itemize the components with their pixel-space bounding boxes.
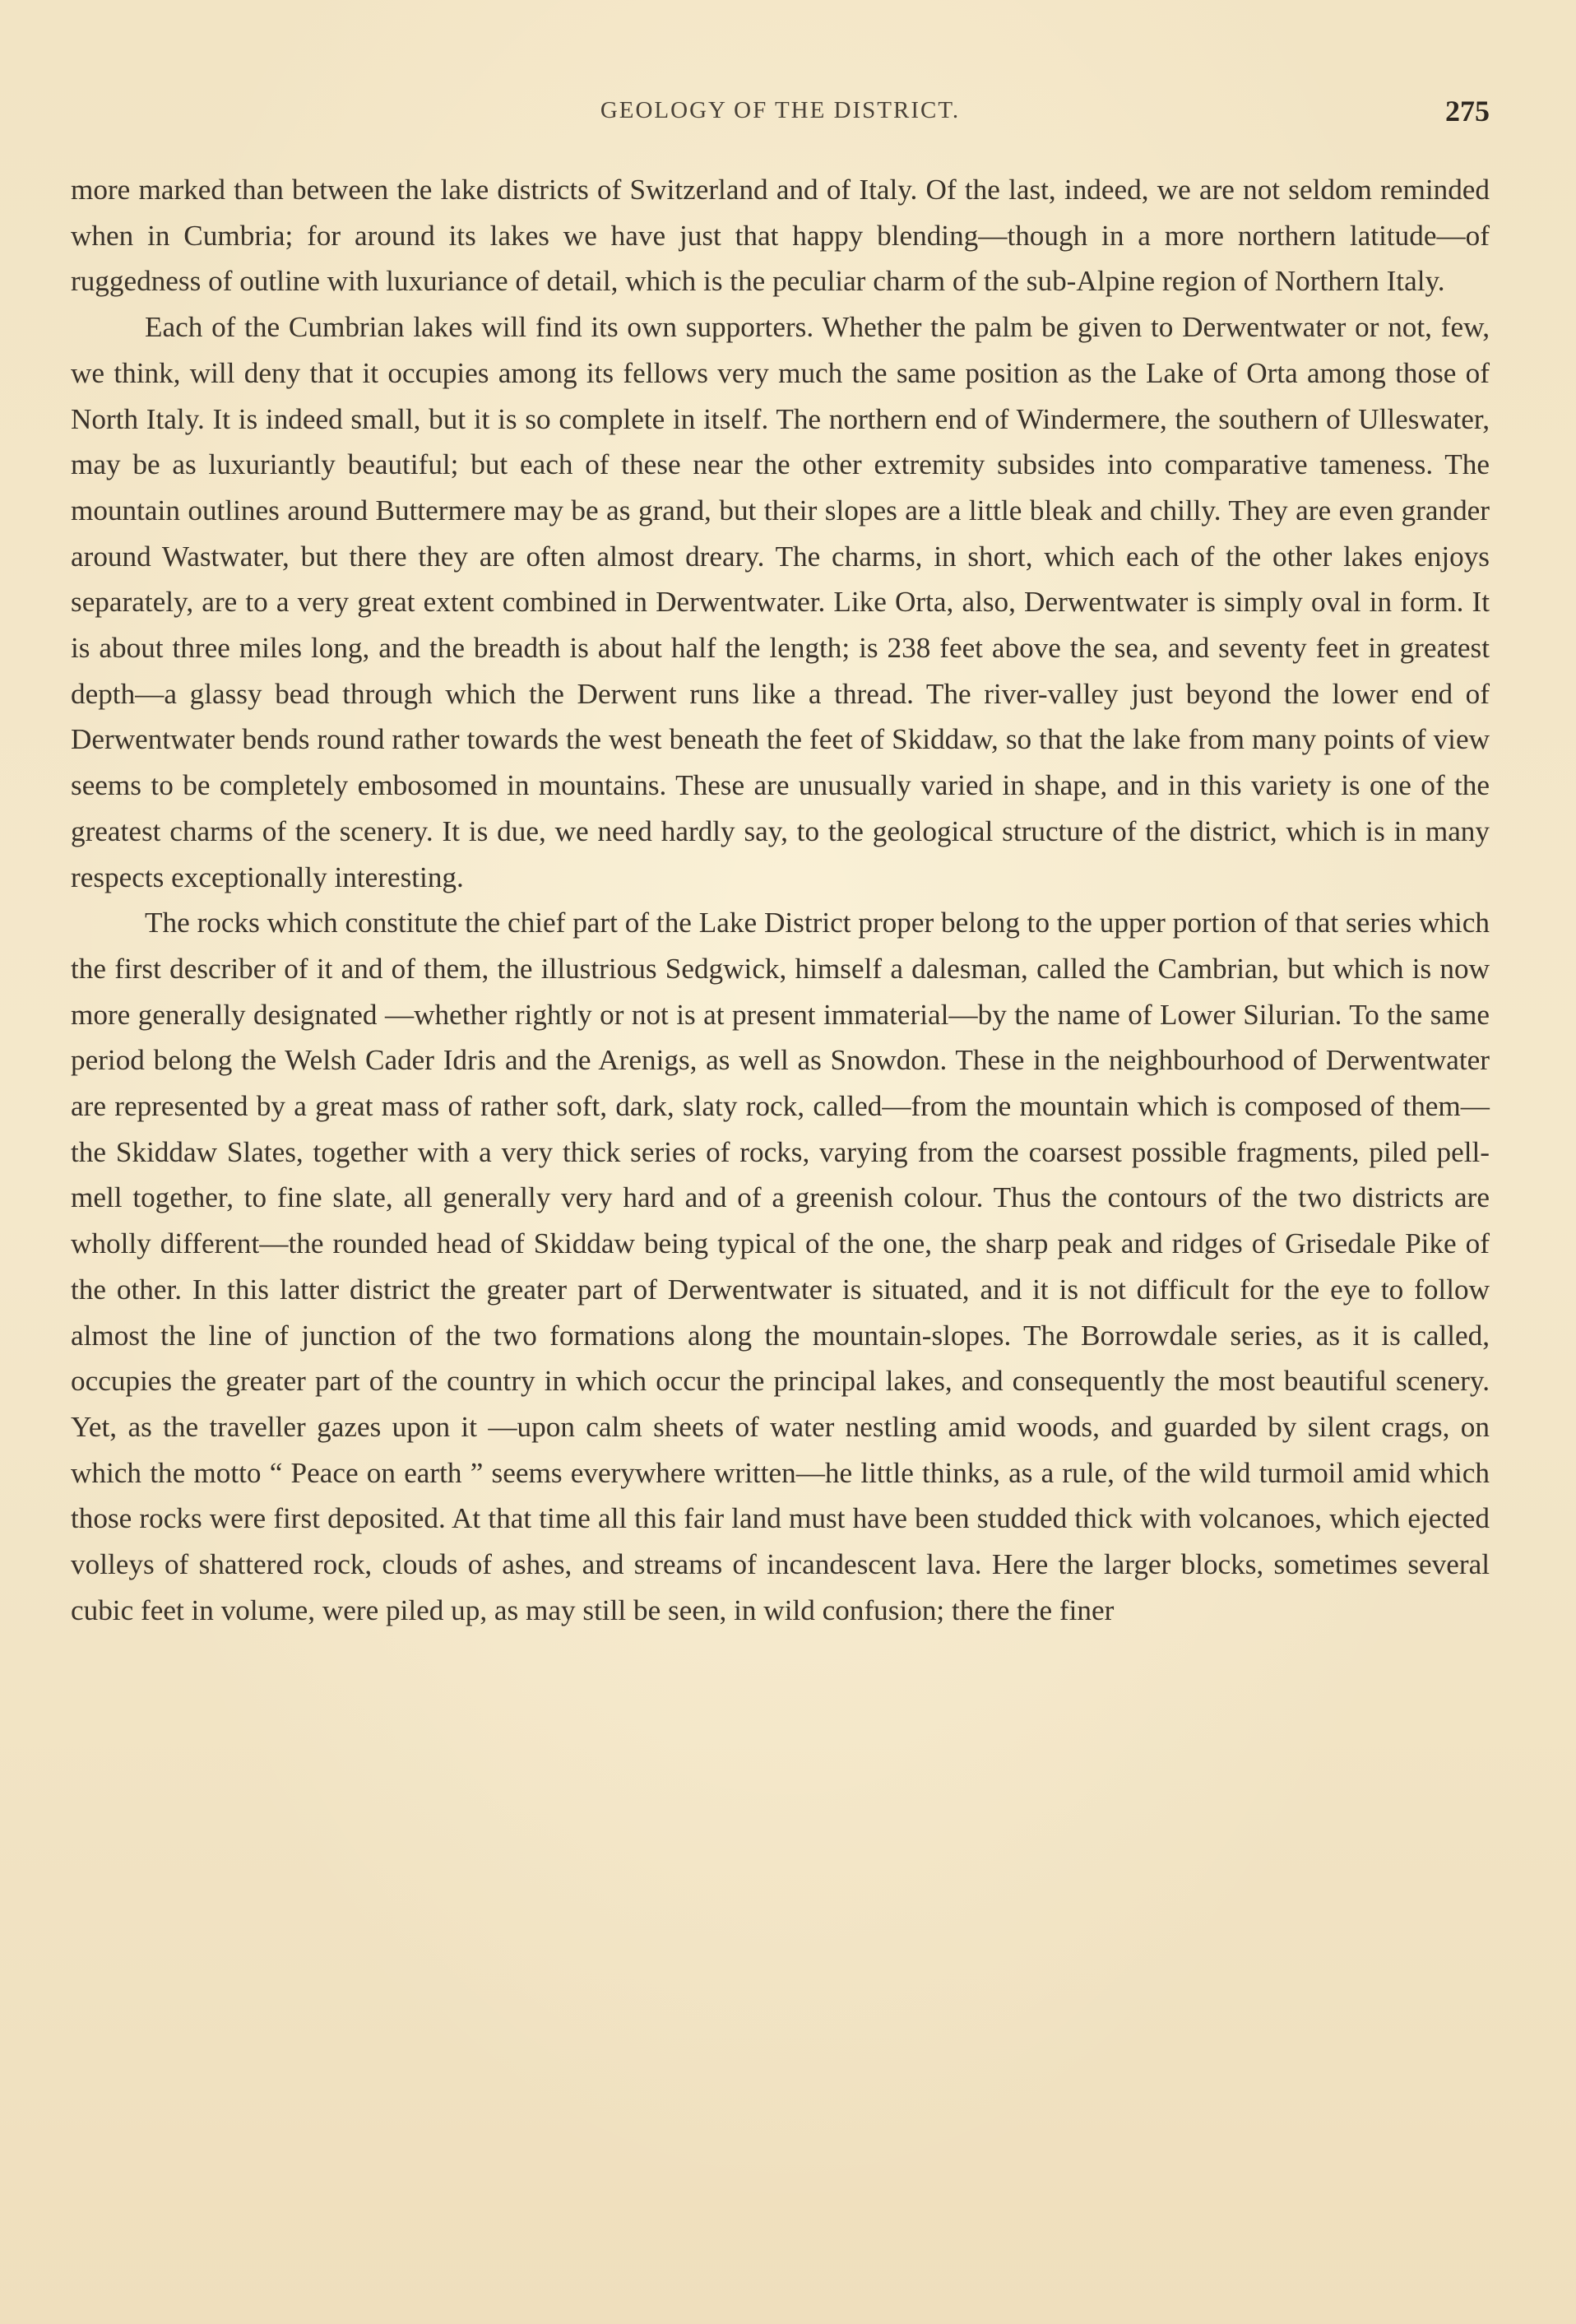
paragraph-rocks: The rocks which constitute the chief part of the Lake District proper belong to the upper portion of that series which the first describer of it and of them, the illustrious Sedgwick, himself a dalesman, called the Cambrian, but which is now more generally designated —whether rightly or not is at present immaterial—by the name of Lower Silurian. To the same period belong the Welsh Cader Idris and the Arenigs, as well as Snowdon. These in the neighbourhood of Derwentwater are represented by a great mass of rather soft, dark, slaty rock, called—from the mountain which is composed of them—the Skiddaw Slates, together with a very thick series of rocks, varying from the coarsest possible fragments, piled pell-mell together, to fine slate, all generally very hard and of a greenish colour. Thus the contours of the two districts are wholly different—the rounded head of Skiddaw being typical of the one, the sharp peak and ridges of Grisedale Pike of the other. In this latter district the greater part of Derwentwater is situated, and it is not difficult for the eye to follow almost the line of junction of the two formations along the mountain-slopes. The Borrowdale series, as it is called, occupies the greater part of the country in which occur the principal lakes, and consequently the most beautiful scenery. Yet, as the traveller gazes upon it —upon calm sheets of water nestling amid woods, and guarded by silent crags, on which the motto “ Peace on earth ” seems everywhere written—he little thinks, as a rule, of the wild turmoil amid which those rocks were first deposited. At that time all this fair land must have been studded thick with volcanoes, which ejected volleys of shattered rock, clouds of ashes, and streams of incandescent lava. Here the larger blocks, sometimes several cubic feet in volume, were piled up, as may still be seen, in wild confusion; there the finer xyxy=(71,907,1490,1626)
running-title: GEOLOGY OF THE DISTRICT. xyxy=(600,97,961,123)
paragraph-cumbrian-lakes: Each of the Cumbrian lakes will find its own supporters. Whether the palm be given to Derwentwater or not, few, we think, will deny that it occupies among its fellows very much the same position as the Lake of Orta among those of North Italy. It is indeed small, but it is so complete in itself. The northern end of Windermere, the southern of Ulleswater, may be as luxuriantly beautiful; but each of these near the other extremity subsides into comparative tameness. The mountain outlines around Buttermere may be as grand, but their slopes are a little bleak and chilly. They are even grander around Wastwater, but there they are often almost dreary. The charms, in short, which each of the other lakes enjoys separately, are to a very great extent combined in Derwentwater. Like Orta, also, Derwentwater is simply oval in form. It is about three miles long, and the breadth is about half the length; is 238 feet above the sea, and seventy feet in greatest depth—a glassy bead through which the Derwent runs like a thread. The river-valley just beyond the lower end of Derwentwater bends round rather towards the west beneath the feet of Skiddaw, so that the lake from many points of view seems to be completely embosomed in mountains. These are unusually varied in shape, and in this variety is one of the greatest charms of the scenery. It is due, we need hardly say, to the geological structure of the district, which is in many respects exceptionally interesting. xyxy=(71,311,1490,893)
page-number: 275 xyxy=(1445,95,1490,128)
paragraph-continuation: more marked than between the lake districts of Switzerland and of Italy. Of the last, indeed, we are not seldom reminded when in Cumbria; for around its lakes we have just that happy blending—though in a more northern latitude—of ruggedness of outline with luxuriance of detail, which is the peculiar charm of the sub-Alpine region of Northern Italy. xyxy=(71,174,1490,298)
body-text xyxy=(71,167,1490,1634)
running-head xyxy=(71,97,1490,138)
